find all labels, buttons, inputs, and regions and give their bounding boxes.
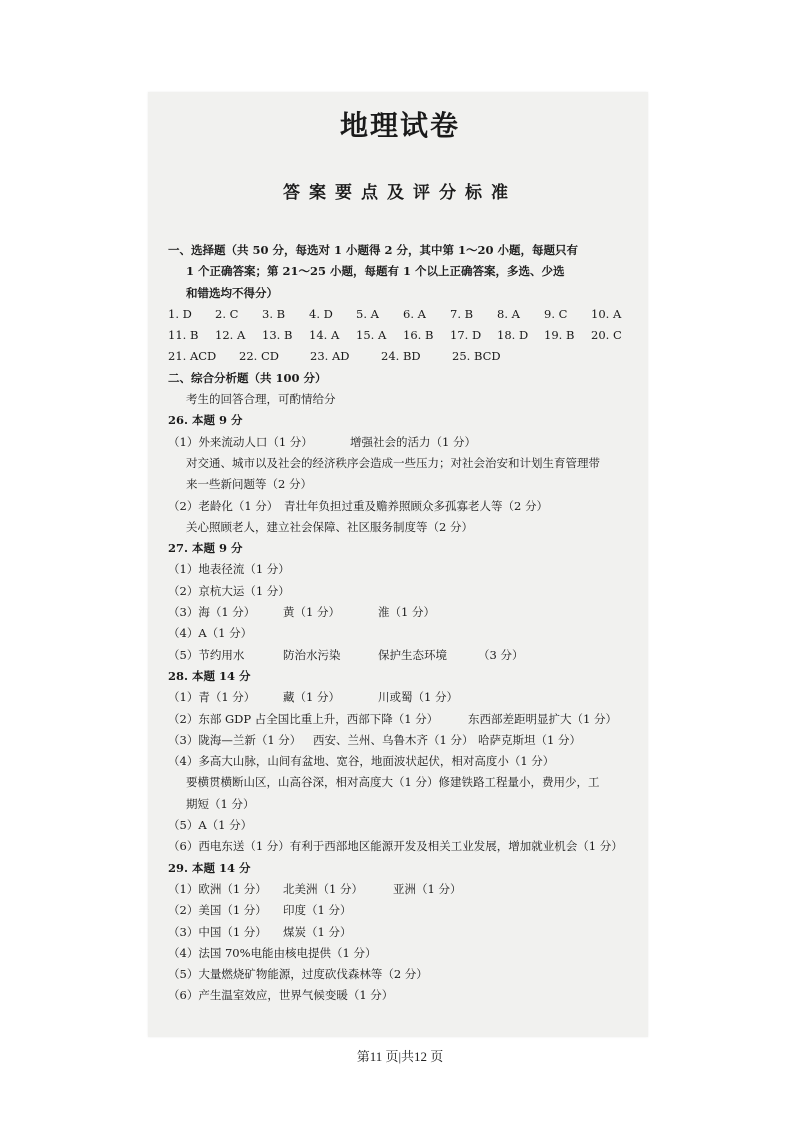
q28-part1c: 川或蜀（1 分） (378, 690, 458, 705)
q27-line2: （2）京杭大运（1 分） (168, 583, 290, 598)
q29-title: 29. 本题 14 分 (168, 860, 251, 875)
q27-line5 (168, 645, 638, 666)
answer-row-2 (168, 325, 638, 346)
answer-item: 20. C (591, 328, 622, 343)
answer-item: 23. AD (310, 349, 350, 364)
q27-part3a: （3）海（1 分） (168, 605, 256, 620)
answer-item: 13. B (262, 328, 293, 343)
q27-line1: （1）地表径流（1 分） (168, 562, 290, 577)
q26-part1a: （1）外来流动人口（1 分） (168, 434, 313, 449)
q29-part3b: 煤炭（1 分） (283, 924, 352, 939)
q27-part5b: 防治水污染 (283, 647, 341, 662)
q27-part5c: 保护生态环境 (378, 647, 447, 662)
page-footer: 第11 页|共12 页 (356, 1049, 444, 1064)
answer-item: 21. ACD (168, 349, 217, 364)
q28-part3a: （3）陇海—兰新（1 分） (168, 732, 302, 747)
q26-part1b: 增强社会的活力（1 分） (350, 434, 476, 449)
q29-line5: （5）大量燃烧矿物能源，过度砍伐森林等（2 分） (168, 967, 428, 982)
q28-part2b: 东西部差距明显扩大（1 分） (468, 711, 617, 726)
section2-header: 二、综合分析题（共 100 分） (168, 370, 327, 385)
q29-part3a: （3）中国（1 分） (168, 924, 267, 939)
q29-line3 (168, 922, 638, 943)
q28-line7: （5）A（1 分） (168, 818, 253, 833)
q29-part1c: 亚洲（1 分） (393, 881, 462, 896)
section2-note: 考生的回答合理，可酌情给分 (186, 392, 336, 407)
answer-item: 17. D (450, 328, 482, 343)
q28-part1a: （1）青（1 分） (168, 690, 256, 705)
answer-content (168, 240, 638, 1007)
q29-line4: （4）法国 70%电能由核电提供（1 分） (168, 945, 377, 960)
q29-line6: （6）产生温室效应，世界气候变暖（1 分） (168, 988, 394, 1003)
answer-item: 14. A (309, 328, 340, 343)
answer-item: 5. A (356, 306, 379, 321)
q28-line4: （4）多高大山脉，山间有盆地、宽谷，地面波状起伏，相对高度小（1 分） (168, 754, 555, 769)
section1-header-line3: 和错选均不得分） (186, 285, 278, 300)
answer-item: 1. D (168, 306, 192, 321)
answer-row-1 (168, 304, 638, 325)
q27-part3b: 黄（1 分） (283, 605, 340, 620)
answer-item: 8. A (497, 306, 520, 321)
q28-part1b: 藏（1 分） (283, 690, 340, 705)
answer-item: 3. B (262, 306, 286, 321)
q27-line3 (168, 602, 638, 623)
answer-item: 12. A (215, 328, 246, 343)
answer-item: 18. D (497, 328, 529, 343)
q29-part2a: （2）美国（1 分） (168, 903, 267, 918)
q28-line2 (168, 709, 638, 730)
answer-item: 15. A (356, 328, 387, 343)
q26-line5: 关心照顾老人，建立社会保障、社区服务制度等（2 分） (186, 519, 473, 534)
q26-line2: 对交通、城市以及社会的经济秩序会造成一些压力；对社会治安和计划生育管理带 (186, 455, 600, 470)
q28-part2a: （2）东部 GDP 占全国比重上升，西部下降（1 分） (168, 711, 439, 726)
page-title: 地理试卷 (339, 109, 460, 142)
q27-part5a: （5）节约用水 (168, 647, 245, 662)
section1-header-line2: 1 个正确答案；第 21～25 小题，每题有 1 个以上正确答案，多选、少选 (186, 264, 565, 279)
page-subtitle: 答案要点及评分标准 (283, 183, 517, 203)
q29-part1b: 北美洲（1 分） (283, 881, 363, 896)
answer-item: 16. B (403, 328, 434, 343)
answer-item: 11. B (168, 328, 199, 343)
q28-line1 (168, 687, 638, 708)
q27-part5d: （3 分） (478, 647, 524, 662)
q27-line4: （4）A（1 分） (168, 626, 253, 641)
answer-item: 25. BCD (452, 349, 501, 364)
q27-title: 27. 本题 9 分 (168, 541, 243, 556)
answer-item: 10. A (591, 306, 622, 321)
answer-item: 4. D (309, 306, 333, 321)
q28-line8: （6）西电东送（1 分）有利于西部地区能源开发及相关工业发展，增加就业机会（1 分） (168, 839, 623, 854)
answer-item: 6. A (403, 306, 426, 321)
q28-line3 (168, 730, 638, 751)
section1-header-line1: 一、选择题（共 50 分，每选对 1 小题得 2 分，其中第 1～20 小题，每题只有 (168, 243, 579, 257)
q26-title: 26. 本题 9 分 (168, 413, 243, 428)
answer-item: 9. C (544, 306, 568, 321)
q28-line5: 要横贯横断山区，山高谷深，相对高度大（1 分）修建铁路工程量小，费用少，工 (186, 775, 600, 790)
answer-item: 2. C (215, 306, 239, 321)
q29-part1a: （1）欧洲（1 分） (168, 881, 267, 896)
answer-item: 7. B (450, 306, 474, 321)
answer-item: 22. CD (239, 349, 279, 364)
answer-item: 24. BD (381, 349, 421, 364)
answer-row-3 (168, 346, 638, 367)
q28-title: 28. 本题 14 分 (168, 668, 251, 683)
q28-line6: 期短（1 分） (186, 796, 255, 811)
q29-part2b: 印度（1 分） (283, 903, 352, 918)
q26-line4: （2）老龄化（1 分） 青壮年负担过重及赡养照顾众多孤寡老人等（2 分） (168, 498, 549, 513)
q29-line1 (168, 879, 638, 900)
q29-line2 (168, 900, 638, 921)
q28-part3b: 西安、兰州、乌鲁木齐（1 分） (313, 732, 474, 747)
q26-line1 (168, 432, 638, 453)
answer-item: 19. B (544, 328, 575, 343)
q27-part3c: 淮（1 分） (378, 605, 435, 620)
q28-part3c: 哈萨克斯坦（1 分） (478, 732, 581, 747)
q26-line3: 来一些新问题等（2 分） (186, 477, 312, 492)
